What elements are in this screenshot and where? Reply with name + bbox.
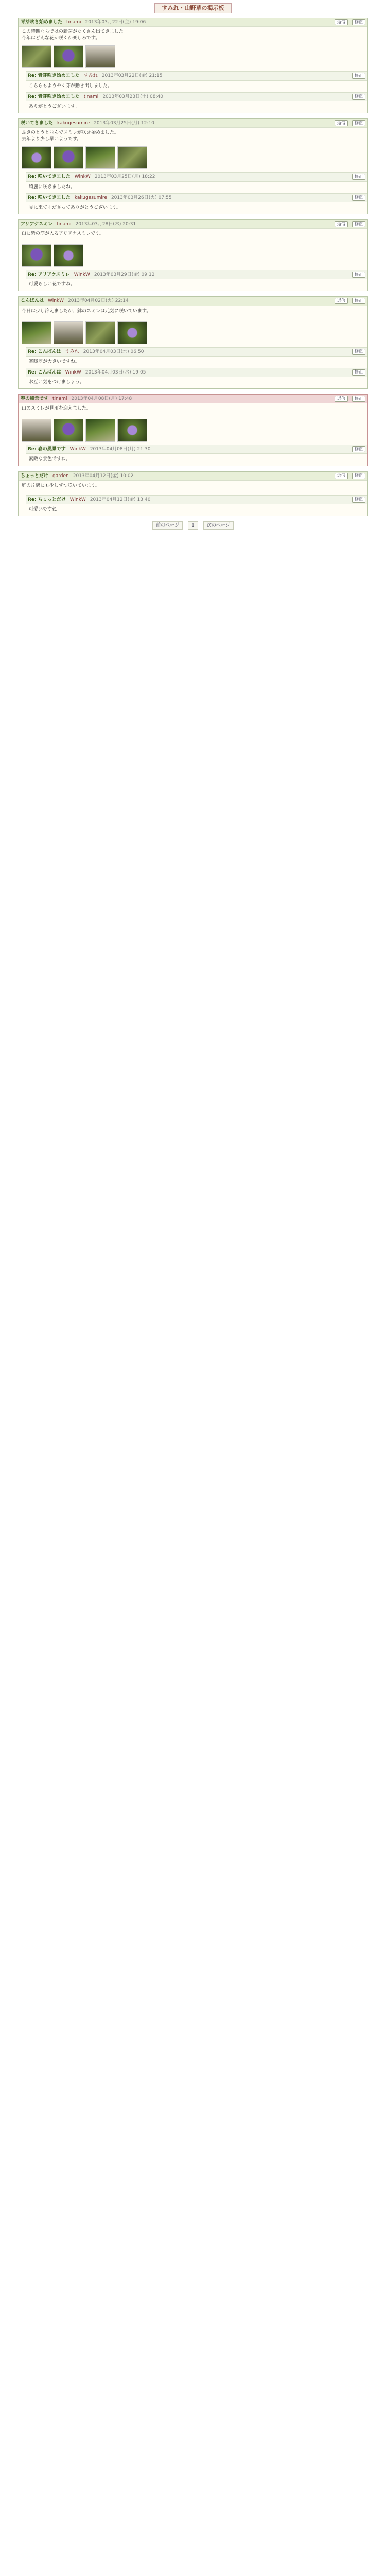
thread [18,296,368,389]
thread [18,219,368,291]
reply-header [26,194,367,202]
thread-subject[interactable]: アリアケスミレ [21,221,53,227]
reply-button[interactable]: 返信 [335,298,348,304]
post-photo[interactable] [22,45,51,68]
edit-button[interactable]: 修正 [352,272,365,278]
reply [26,71,367,92]
author-name: kakugesumire [74,195,107,200]
pagination [18,521,368,530]
post-date: 2013年04月02日(火) 22:14 [68,298,129,304]
post-body: 庭の片隅にも少しずつ咲いています。 [22,483,100,488]
reply-subject[interactable]: Re: 春の風景です [28,447,66,452]
reply-body: 綺麗に咲きましたね。 [29,184,76,190]
photo-row [19,145,367,172]
reply-header [26,173,367,181]
thread-header [19,472,367,481]
photo-row [19,418,367,445]
author-name: すみれ [65,349,79,354]
edit-button[interactable]: 修正 [352,94,365,100]
post-photo[interactable] [22,244,51,267]
post-photo[interactable] [85,419,115,442]
thread-subject[interactable]: こんばんは [21,298,44,304]
post-photo[interactable] [117,321,147,344]
author-name: tinami [83,94,99,99]
author-name: garden [52,473,69,479]
post-body: 今日は少し冷えましたが、鉢のスミレは元気に咲いています。 [22,308,151,314]
reply-subject[interactable]: Re: アリアケスミレ [28,272,70,278]
reply [26,495,367,516]
author-name: kakugesumire [57,120,90,126]
reply-button[interactable]: 返信 [335,120,348,126]
edit-button[interactable]: 修正 [352,120,365,126]
post-date: 2013年04月08日(月) 21:30 [90,447,151,452]
author-name: WinkW [48,298,64,304]
page [0,0,386,539]
edit-button[interactable]: 修正 [352,19,365,25]
reply [26,193,367,214]
post-date: 2013年03月23日(土) 08:40 [102,94,163,99]
reply-subject[interactable]: Re: 青芽吹き始めました [28,73,80,79]
reply-body: 可愛いですね。 [29,506,62,512]
edit-button[interactable]: 修正 [352,396,365,402]
reply-subject[interactable]: Re: ちょっとだけ [28,497,66,502]
author-name: tinami [52,396,67,402]
post-photo[interactable] [117,146,147,169]
reply-button[interactable]: 返信 [335,221,348,227]
reply-header [26,93,367,101]
thread-header [19,220,367,229]
prev-page-link[interactable]: 前のページ [152,521,183,530]
post-body: ふきのとうと並んでスミレが咲き始めました。 去年より少し早いようです。 [22,130,119,142]
post-body: 山のスミレが見頃を迎えました。 [22,406,92,412]
reply-body: 素敵な景色ですね。 [29,456,71,462]
post-date: 2013年04月12日(金) 10:02 [73,473,134,479]
post-date: 2013年04月03日(水) 06:50 [83,349,144,354]
thread [18,471,368,516]
post-photo[interactable] [85,146,115,169]
post-date: 2013年03月22日(金) 19:06 [85,20,146,25]
post-photo[interactable] [85,321,115,344]
edit-button[interactable]: 修正 [352,473,365,479]
reply-button[interactable]: 返信 [335,396,348,402]
edit-button[interactable]: 修正 [352,298,365,304]
post-date: 2013年03月28日(木) 20:31 [75,221,136,227]
reply-body: 可愛らしい花ですね。 [29,282,76,287]
edit-button[interactable]: 修正 [352,446,365,452]
current-page: 1 [188,521,198,530]
thread-header [19,395,367,403]
post-date: 2013年03月29日(金) 09:12 [94,272,155,278]
thread-header [19,297,367,306]
reply-subject[interactable]: Re: 青芽吹き始めました [28,94,80,99]
thread [18,18,368,113]
post-date: 2013年04月03日(水) 19:05 [85,369,146,375]
reply-header [26,368,367,377]
thread-subject[interactable]: 春の風景です [21,396,49,402]
reply [26,270,367,291]
reply-header [26,348,367,357]
thread [18,394,368,466]
reply-header [26,270,367,279]
reply [26,92,367,113]
reply-subject[interactable]: Re: 咲いてきました [28,174,71,180]
post-photo[interactable] [54,244,83,267]
thread [18,118,368,214]
thread-subject[interactable]: ちょっとだけ [21,473,49,479]
post-photo[interactable] [54,419,83,442]
edit-button[interactable]: 修正 [352,195,365,201]
reply-body: 見に来てくださってありがとうございます。 [29,205,121,210]
reply-subject[interactable]: Re: 咲いてきました [28,195,71,200]
thread-header [19,119,367,128]
next-page-link[interactable]: 次のページ [203,521,234,530]
edit-button[interactable]: 修正 [352,349,365,355]
reply [26,172,367,193]
edit-button[interactable]: 修正 [352,369,365,376]
reply-body: お互い気をつけましょう。 [29,379,85,385]
post-date: 2013年04月08日(月) 17:48 [71,396,132,402]
post-body: この時期ならではの新芽がたくさん出てきました。 今年はどんな花が咲くか楽しみです。 [22,29,128,41]
author-name: tinami [66,20,81,25]
author-name: すみれ [83,73,98,79]
thread-list [18,18,368,516]
post-date: 2013年03月25日(月) 18:22 [94,174,155,180]
author-name: WinkW [74,272,90,278]
author-name: WinkW [69,447,86,452]
post-photo[interactable] [22,419,51,442]
thread-subject[interactable]: 青芽吹き始めました [21,20,63,25]
reply [26,445,367,465]
reply-subject[interactable]: Re: こんばんは [28,349,61,354]
board-title: すみれ・山野草の掲示板 [154,3,232,13]
reply [26,347,367,368]
post-photo[interactable] [22,146,51,169]
photo-row [19,44,367,71]
post-date: 2013年03月25日(月) 12:10 [94,120,154,126]
post-photo[interactable] [117,419,147,442]
photo-row [19,243,367,270]
reply-body: ありがとうございます。 [29,104,80,109]
reply-header [26,72,367,80]
thread-subject[interactable]: 咲いてきました [21,120,54,126]
reply-header [26,496,367,504]
reply-body: こちらもようやく芽が動き出しました。 [29,83,113,89]
reply-button[interactable]: 返信 [335,473,348,479]
author-name: tinami [57,221,72,227]
author-name: WinkW [69,497,86,502]
edit-button[interactable]: 修正 [352,73,365,79]
reply-body: 寒暖差が大きいですね。 [29,359,80,364]
post-photo[interactable] [85,45,115,68]
reply-button[interactable]: 返信 [335,19,348,25]
post-photo[interactable] [54,146,83,169]
edit-button[interactable]: 修正 [352,174,365,180]
reply-subject[interactable]: Re: こんばんは [28,369,61,375]
post-photo[interactable] [22,321,51,344]
post-date: 2013年04月12日(金) 13:40 [90,497,151,502]
post-date: 2013年03月26日(火) 07:55 [111,195,172,200]
post-date: 2013年03月22日(金) 21:15 [101,73,163,79]
thread-header [19,18,367,27]
author-name: WinkW [65,369,81,375]
post-photo[interactable] [54,45,83,68]
post-photo[interactable] [54,321,83,344]
photo-row [19,320,367,347]
reply [26,368,367,388]
reply-header [26,445,367,454]
edit-button[interactable]: 修正 [352,221,365,227]
author-name: WinkW [74,174,91,180]
post-body: 白に紫の筋が入るアリアケスミレです。 [22,231,104,237]
edit-button[interactable]: 修正 [352,497,365,503]
